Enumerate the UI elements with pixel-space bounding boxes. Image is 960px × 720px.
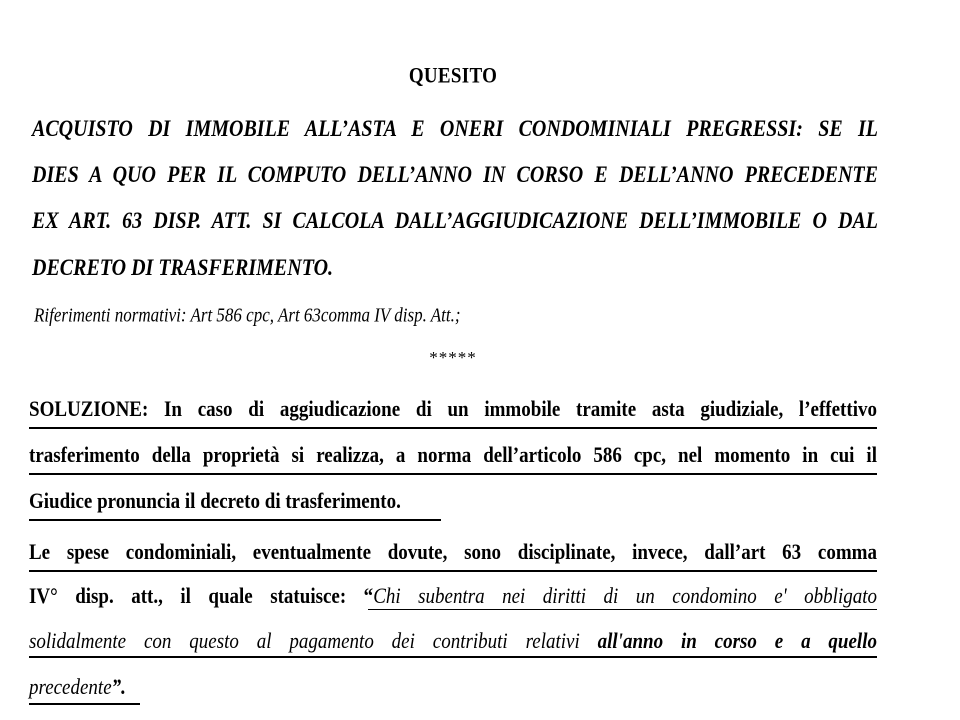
underline-2 [29, 473, 877, 475]
paragraph2-line-2-quote: Chi subentra nei diritti di un condomino e' obbligato [373, 584, 878, 609]
document-title: QUESITO [408, 64, 498, 89]
paragraph2-line-4-part1: precedente [29, 675, 112, 700]
underline-1 [29, 427, 877, 429]
separator-stars: ***** [429, 348, 477, 367]
underline-4 [29, 570, 877, 572]
question-line-2: DIES A QUO PER IL COMPUTO DELL’ANNO IN CORSO E DELL’ANNO PRECEDENTE [32, 162, 878, 188]
paragraph2-line-2 [29, 584, 877, 610]
solution-line-3: Giudice pronuncia il decreto di trasferimento. [29, 489, 401, 514]
underline-6 [29, 656, 877, 658]
paragraph2-line-4-part2: ”. [111, 675, 126, 700]
solution-line-2: trasferimento della proprietà si realizza, a norma dell’articolo 586 cpc, nel momento in cui il [29, 443, 877, 468]
question-line-3: EX ART. 63 DISP. ATT. SI CALCOLA DALL’AGGIUDICAZIONE DELL’IMMOBILE O DAL [32, 208, 878, 234]
underline-5 [368, 609, 877, 610]
normative-references: Riferimenti normativi: Art 586 cpc, Art 63comma IV disp. Att.; [34, 304, 461, 326]
paragraph2-line-3 [29, 629, 877, 655]
question-line-1: ACQUISTO DI IMMOBILE ALL’ASTA E ONERI CONDOMINIALI PREGRESSI: SE IL [32, 116, 878, 142]
paragraph2-line-3-part1: solidalmente con questo al pagamento dei contributi relativi [29, 629, 598, 654]
paragraph2-line-2-prefix: IV° disp. att., il quale statuisce: “ [29, 584, 374, 609]
underline-3 [29, 519, 441, 521]
underline-7 [29, 703, 140, 705]
paragraph2-line-1: Le spese condominiali, eventualmente dovute, sono disciplinate, invece, dall’art 63 comma [29, 540, 877, 565]
paragraph2-line-3-part2: all'anno in corso e a quello [597, 629, 877, 654]
solution-line-1: SOLUZIONE: In caso di aggiudicazione di un immobile tramite asta giudiziale, l’effettivo [29, 397, 877, 422]
question-line-4: DECRETO DI TRASFERIMENTO. [32, 255, 334, 281]
paragraph2-line-4 [29, 675, 877, 701]
